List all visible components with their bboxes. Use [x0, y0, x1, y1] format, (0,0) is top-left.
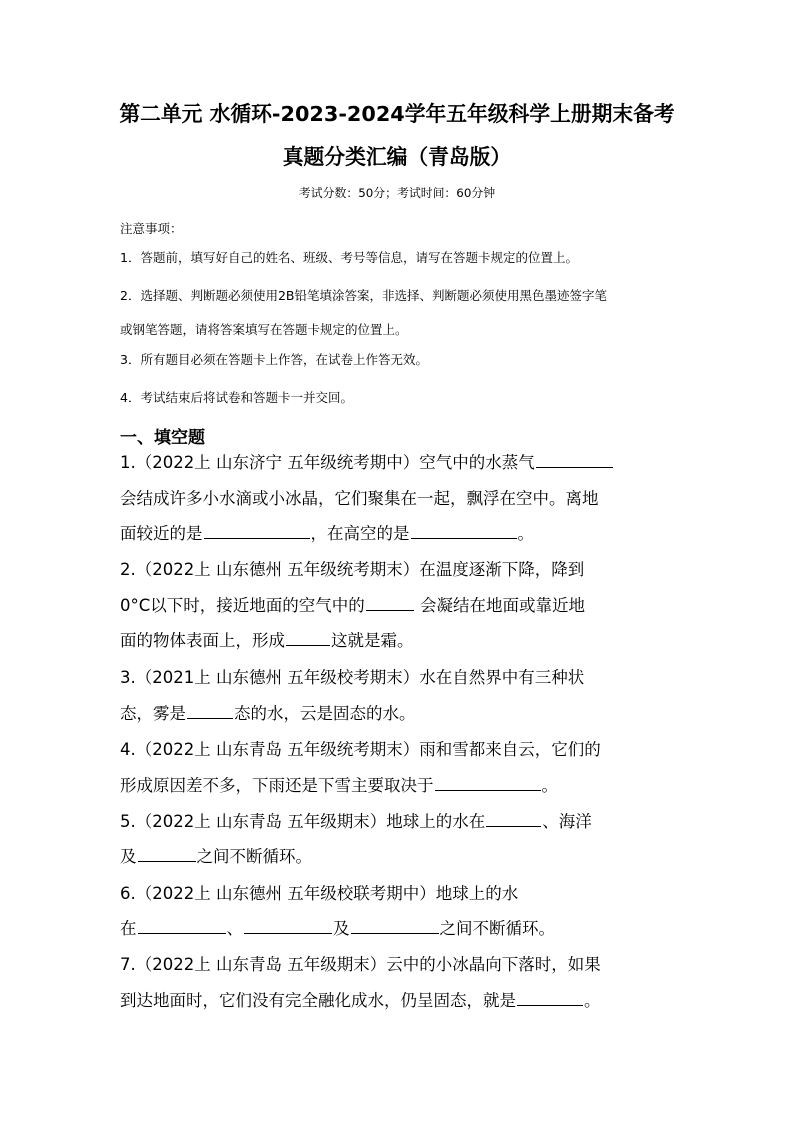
- question-2-line-1: 2.（2022上 山东德州 五年级统考期末）在温度逐渐下降，降到: [120, 560, 585, 579]
- question-4-line-1: 4.（2022上 山东青岛 五年级统考期末）雨和雪都来自云，它们的: [120, 740, 601, 759]
- answer-blank[interactable]: [138, 844, 196, 862]
- question-4-line-2: [120, 772, 558, 796]
- notice-item-2: 2．选择题、判断题必须使用2B铅笔填涂答案，非选择、判断题必须使用黑色墨迹签字笔: [120, 288, 607, 303]
- question-7-text: 到达地面时，它们没有完全融化成水，仍呈固态，就是: [120, 991, 516, 1010]
- document-title-line-1: 第二单元 水循环-2023-2024学年五年级科学上册期末备考: [119, 102, 675, 126]
- section-title: 一、填空题: [120, 428, 205, 448]
- question-1-text: 面较近的是: [120, 524, 203, 543]
- question-6-text: 及: [333, 919, 350, 938]
- notice-item-4: 4．考试结束后将试卷和答题卡一并交回。: [120, 390, 353, 405]
- question-6-line-2: [120, 915, 555, 939]
- notice-item-1: 1．答题前，填写好自己的姓名、班级、考号等信息，请写在答题卡规定的位置上。: [120, 250, 578, 265]
- question-6-text: 之间不断循环。: [439, 919, 555, 938]
- question-5-text: 5.（2022上 山东青岛 五年级期末）地球上的水在: [120, 812, 486, 831]
- question-5-text: 之间不断循环。: [196, 847, 312, 866]
- question-4-text: 形成原因差不多，下雨还是下雪主要取决于: [120, 776, 434, 795]
- question-2-line-3: [120, 627, 414, 651]
- question-1-line-3: [120, 520, 534, 544]
- question-6-line-1: 6.（2022上 山东德州 五年级校联考期中）地球上的水: [120, 884, 519, 903]
- question-1-line-2: 会结成许多小水滴或小冰晶，它们聚集在一起，飘浮在空中。离地: [120, 489, 599, 508]
- answer-blank[interactable]: [244, 916, 332, 934]
- question-6-text: 在: [120, 919, 137, 938]
- notice-heading: 注意事项：: [120, 221, 183, 236]
- question-3-line-1: 3.（2021上 山东德州 五年级校考期末）水在自然界中有三种状: [120, 668, 585, 687]
- question-5-text: 及: [120, 847, 137, 866]
- answer-blank[interactable]: [366, 593, 414, 611]
- question-3-text: 态，雾是: [120, 704, 186, 723]
- answer-blank[interactable]: [411, 521, 517, 539]
- question-1-text: 1.（2022上 山东济宁 五年级统考期中）空气中的水蒸气: [120, 453, 535, 472]
- answer-blank[interactable]: [204, 521, 310, 539]
- question-6-text: 、: [226, 919, 243, 938]
- question-3-text: 态的水，云是固态的水。: [234, 704, 416, 723]
- question-7-line-1: 7.（2022上 山东青岛 五年级期末）云中的小冰晶向下落时，如果: [120, 955, 601, 974]
- answer-blank[interactable]: [486, 809, 541, 827]
- question-1-text: ，在高空的是: [310, 524, 410, 543]
- question-4-text: 。: [541, 776, 558, 795]
- question-1-text: 。: [517, 524, 534, 543]
- question-2-text: 会凝结在地面或靠近地: [414, 596, 586, 615]
- answer-blank[interactable]: [351, 916, 439, 934]
- answer-blank[interactable]: [286, 628, 330, 646]
- question-1-line-1: [120, 449, 614, 473]
- question-5-line-2: [120, 843, 312, 867]
- question-3-line-2: [120, 700, 416, 724]
- document-title-line-2: 真题分类汇编（青岛版）: [282, 145, 512, 169]
- answer-blank[interactable]: [138, 916, 226, 934]
- question-2-line-2: [120, 592, 585, 616]
- question-7-text: 。: [584, 991, 601, 1010]
- notice-item-2-cont: 或钢笔答题，请将答案填写在答题卡规定的位置上。: [120, 322, 408, 337]
- question-5-line-1: [120, 808, 592, 832]
- answer-blank[interactable]: [536, 450, 613, 468]
- question-2-text: 这就是霜。: [331, 631, 414, 650]
- question-2-text: 面的物体表面上，形成: [120, 631, 285, 650]
- answer-blank[interactable]: [517, 988, 583, 1006]
- question-7-line-2: [120, 987, 601, 1011]
- exam-info: 考试分数：50分；考试时间：60分钟: [298, 186, 496, 200]
- question-5-text: 、海洋: [542, 812, 592, 831]
- notice-item-3: 3．所有题目必须在答题卡上作答，在试卷上作答无效。: [120, 352, 428, 367]
- answer-blank[interactable]: [187, 701, 233, 719]
- question-2-text: 0°C以下时，接近地面的空气中的: [120, 596, 365, 615]
- answer-blank[interactable]: [435, 773, 541, 791]
